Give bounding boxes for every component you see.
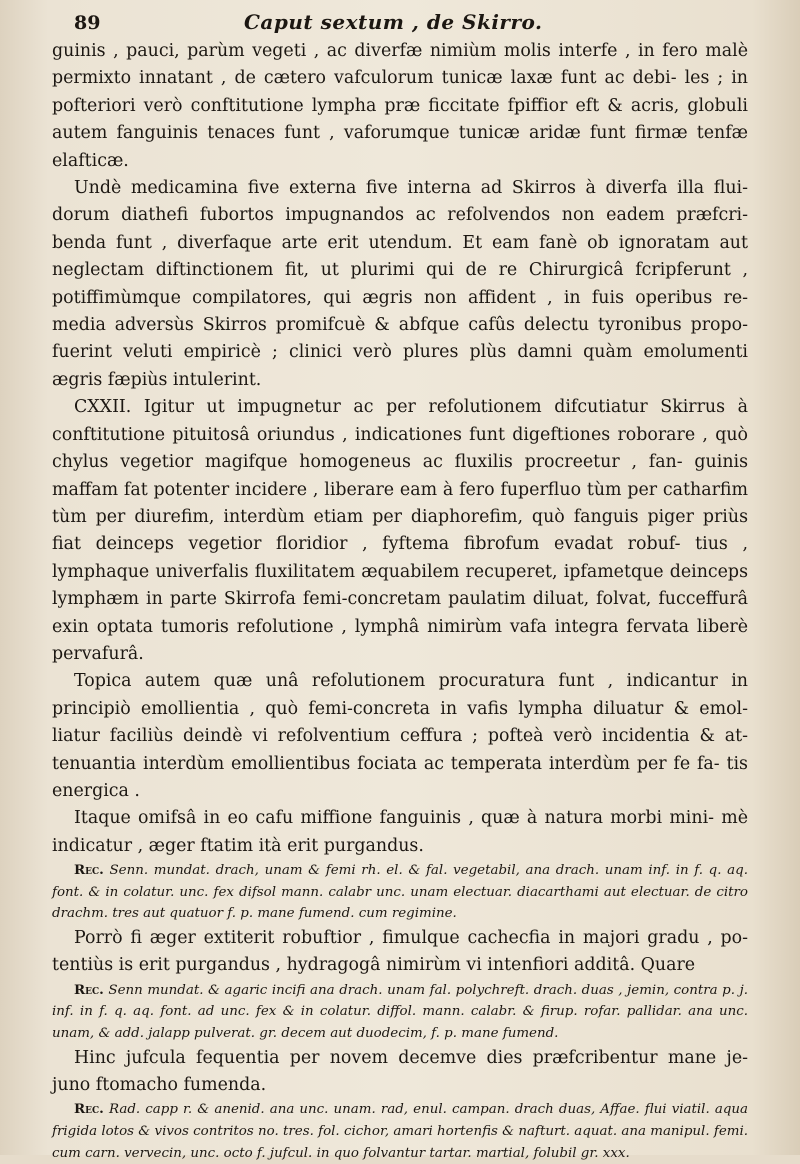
paragraph-hinc: Hinc jufcula fequentia per novem decemve dies præfcribentur mane je- juno ftomacho fumenda. <box>52 1047 748 1095</box>
recipe-lead: Rec. <box>74 862 104 879</box>
body-text <box>52 38 748 1164</box>
paragraph-porro: Porrò fi æger extiterit robuftior , fimulque cachecfia in majori gradu , po- tentiùs is erit purgandus , hydragogâ nimirùm vi intenfiori additâ. Quare <box>52 927 748 976</box>
recipe-body: Rad. capp r. & anenid. ana unc. unam. rad, enul. campan. drach duas, Affae. flui viatil. aqua frigida lotos & vivos contritos no. tres. fol. cichor, amari hortenfis & nafturt. aquat. ana manipul. femi. cum carn. vervecin, unc. octo f. jufcul. in quo folvantur tartar. martial, folubil gr. xxx. <box>52 1102 749 1161</box>
running-title: Caput sextum , de Skirro. <box>244 10 543 34</box>
recipe-1 <box>52 860 748 925</box>
recipe-lead: Rec. <box>74 981 104 998</box>
recipe-lead: Rec. <box>74 1101 104 1118</box>
page-number: 89 <box>74 12 101 34</box>
page-header <box>52 10 748 34</box>
recipe-3 <box>52 1099 748 1164</box>
paragraph-cxxii: CXXII. Igitur ut impugnetur ac per refolutionem difcutiatur Skirrus à conftitutione pituitosâ oriundus , indicationes funt digeftiones roborare , quò chylus vegetior magifque homogeneus ac fluxilis procreetur , fan- guinis maffam fat potenter incidere , liberare eam à fero fuperfluo tùm per catharfim tùm per diurefim, interdùm etiam per diaphorefim, quò fanguis piger priùs fiat deinceps vegetior floridior , fyftema fibrofum evadat robuf- tius , lymphaque univerfalis fluxilitatem æquabilem recuperet, ipfametque deinceps lymphæm in parte Skirrofa femi-concretam paulatim diluat, folvat, fucceffurâ exin optata tumoris refolutione , lymphâ nimirùm vafa integra fervata liberè pervafurâ. <box>52 397 748 664</box>
recipe-body: Senn mundat. & agaric incifi ana drach. unam fal. polychreft. drach. duas , jemin, contra p. j. inf. in f. q. aq. font. ad unc. fex & in colatur. diffol. mann. calabr. & firup. rofar. pallidar. ana unc. unam, & add. jalapp pulverat. gr. decem aut duodecim, f. p. mane fumend. <box>52 982 748 1041</box>
paragraph-medicamina: Undè medicamina five externa five interna ad Skirros à diverfa illa flui- dorum diathefi fubortos impugnandos ac refolvendos non eadem præfcri- benda funt , diverfaque arte erit utendum. Et eam fanè ob ignoratam aut neglectam diftinctionem fit, ut plurimi qui de re Chirurgicâ fcripferunt , potiffimùmque compilatores, qui ægris non affident , in fuis operibus re- media adversùs Skirros promifcuè & abfque cafûs delectu tyronibus propo- fuerint veluti empiricè ; clinici verò plures plùs damni quàm emolumenti ægris fæpiùs intulerint. <box>52 178 748 390</box>
paragraph-itaque: Itaque omifsâ in eo cafu miffione fanguinis , quæ à natura morbi mini- mè indicatur , æger ftatim ità erit purgandus. <box>52 808 748 856</box>
recipe-body: Senn. mundat. drach, unam & femi rh. el. & fal. vegetabil, ana drach. unam inf. in f. q. aq. font. & in colatur. unc. fex difsol mann. calabr unc. unam electuar. diacarthami aut electuar. de citro drachm. tres aut quatuor f. p. mane fumend. cum regimine. <box>52 863 748 922</box>
paragraph-continuation: guinis , pauci, parùm vegeti , ac diverfæ nimiùm molis interfe , in fero malè permixto innatant , de cætero vafculorum tunicæ laxæ funt ac debi- les ; in pofteriori verò conftitutione lympha præ ficcitate fpiffior eft & acris, globuli autem fanguinis tenaces funt , vaforumque tunicæ aridæ funt firmæ tenfæ elafticæ. <box>52 41 748 171</box>
paragraph-topica: Topica autem quæ unâ refolutionem procuratura funt , indicantur in principiò emollientia , quò femi-concreta in vafis lympha diluatur & emol- liatur faciliùs deindè vi refolventium ceffura ; pofteà verò incidentia & at- tenuantia interdùm emollientibus fociata ac temperata interdùm per fe fa- tis energica . <box>52 671 748 801</box>
recipe-2 <box>52 980 748 1045</box>
